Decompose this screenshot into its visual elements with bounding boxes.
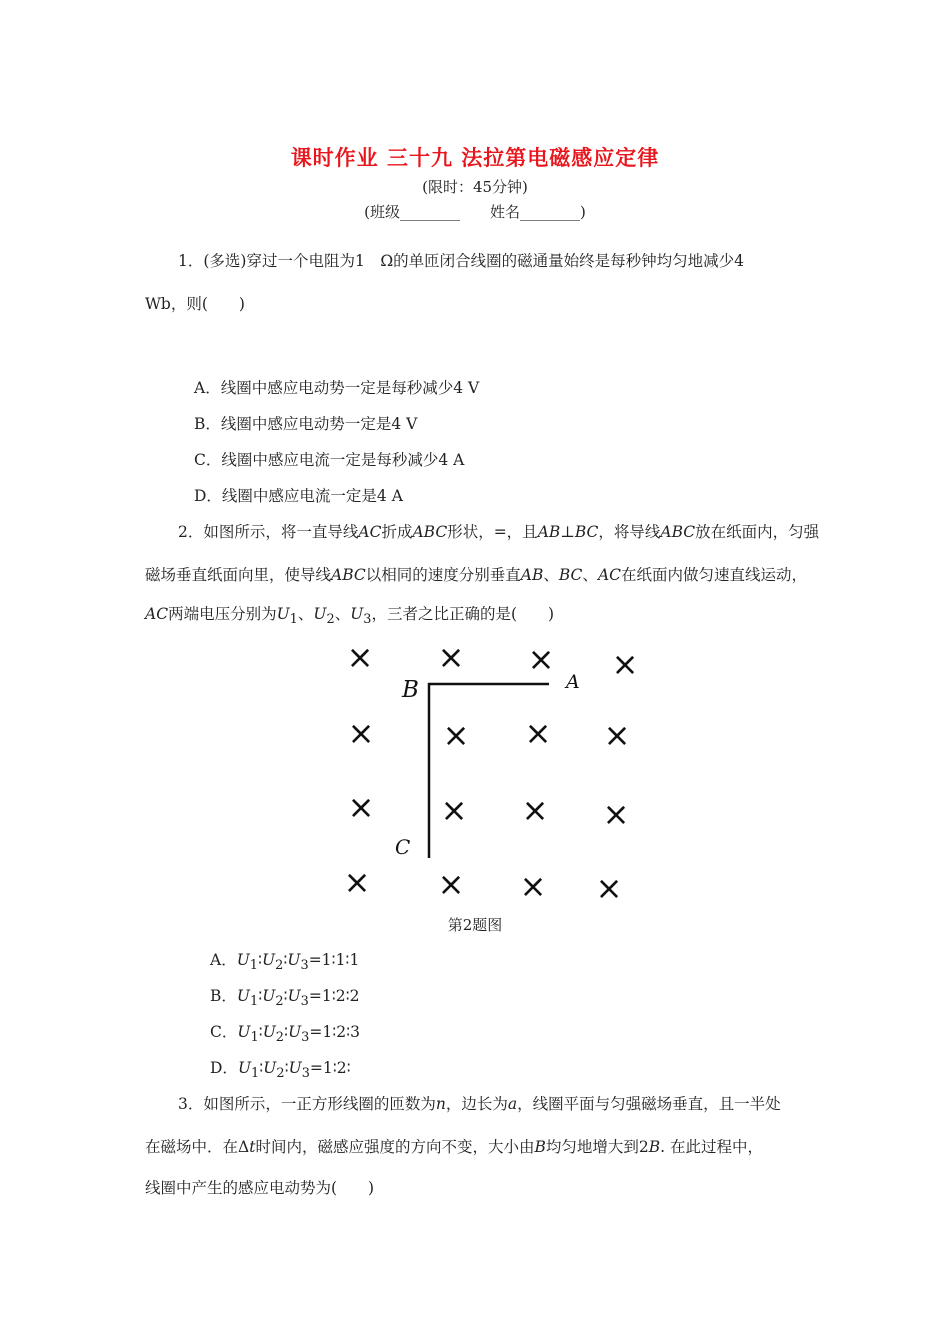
q3-text: 3．如图所示，一正方形线圈的匝数为 [178, 1095, 436, 1113]
q2-var: U [350, 605, 364, 623]
q2-line1 [178, 522, 819, 542]
q2-option-b [210, 986, 360, 1012]
q3-text: 在磁场中．在Δ [145, 1138, 250, 1156]
field-mark: × [343, 863, 371, 901]
q2-option-c [210, 1022, 360, 1048]
q2-text: 在纸面内做匀速直线运动， [621, 566, 808, 584]
q2-text: 折成 [381, 523, 413, 541]
q2-text: 两端电压分别为 [168, 605, 277, 623]
q2-line2 [145, 565, 807, 585]
option-ratio: =1∶2∶ [309, 1059, 351, 1077]
q2-var: ABC [412, 523, 448, 541]
field-mark: × [346, 638, 374, 676]
field-mark: × [524, 714, 552, 752]
option-ratio: =1∶2∶3 [309, 1023, 360, 1041]
q3-text: 均匀地增大到2 [545, 1138, 649, 1156]
q2-sub: 1 [251, 1066, 260, 1082]
figure-caption: 第2题图 [447, 916, 503, 934]
q2-text: ，将导线 [598, 523, 661, 541]
q2-sub: 1 [249, 958, 258, 974]
q2-sub: 3 [301, 1030, 310, 1046]
q2-var: AB [537, 523, 561, 541]
q1-option-b: B．线圈中感应电动势一定是4 V [194, 415, 418, 433]
field-mark: × [519, 867, 547, 905]
q2-sub: 1 [289, 612, 298, 628]
q2-sub: 2 [275, 994, 284, 1010]
q3-var: B [648, 1138, 661, 1156]
field-mark: × [437, 638, 465, 676]
q2-text: 2．如图所示，将一直导线 [178, 523, 359, 541]
q2-var: U [236, 951, 250, 969]
q3-text: ，线圈平面与匀强磁场垂直，且一半处 [517, 1095, 781, 1113]
q2-var: U [236, 987, 250, 1005]
option-ratio: =1∶1∶1 [308, 951, 360, 969]
time-limit: (限时：45分钟) [422, 178, 528, 196]
q1-option-c: C．线圈中感应电流一定是每秒减少4 A [194, 451, 465, 469]
q2-var: AB [520, 566, 544, 584]
q2-var: U [287, 987, 301, 1005]
q2-text: 以相同的速度分别垂直 [365, 566, 521, 584]
q2-var: BC [574, 523, 599, 541]
field-mark: × [437, 865, 465, 903]
q2-var: U [288, 1023, 302, 1041]
q2-var: AC [145, 605, 169, 623]
q1-option-a: A．线圈中感应电动势一定是每秒减少4 V [194, 379, 480, 397]
option-letter: D． [210, 1059, 238, 1077]
label-c: C [395, 835, 411, 859]
field-mark: × [442, 716, 470, 754]
field-mark: × [595, 869, 623, 905]
q2-text: 形状，=，且 [447, 523, 538, 541]
q3-line2 [145, 1137, 763, 1157]
q2-var: U [262, 951, 276, 969]
q2-text: ，三者之比正确的是( ) [371, 605, 555, 623]
q2-var: ABC [331, 566, 366, 584]
q2-var: U [313, 605, 327, 623]
q2-var: U [287, 951, 301, 969]
q2-var: U [262, 1023, 276, 1041]
q2-sub: 2 [326, 612, 335, 628]
q2-var: AC [358, 523, 382, 541]
q3-var: t [249, 1138, 256, 1156]
q2-sub: 2 [275, 958, 284, 974]
q3-line3: 线圈中产生的感应电动势为( ) [145, 1179, 375, 1197]
q3-text: 时间内，磁感应强度的方向不变，大小由 [255, 1138, 535, 1156]
q2-text: 、 [297, 605, 314, 623]
q2-sub: 2 [276, 1066, 285, 1082]
q3-var: B [534, 1138, 546, 1156]
q2-sub: 3 [301, 1066, 310, 1082]
q2-text: ∶ [284, 1059, 289, 1077]
q2-text: 、 [543, 566, 559, 584]
q2-var: ABC [660, 523, 696, 541]
page-title: 课时作业 三十九 法拉第电磁感应定律 [290, 146, 660, 170]
q2-text: ∶ [259, 1059, 264, 1077]
option-letter: C． [210, 1023, 238, 1041]
q2-text: ∶ [283, 951, 288, 969]
label-b: B [402, 677, 419, 703]
q2-line3 [145, 604, 554, 630]
option-letter: B． [210, 987, 237, 1005]
q2-text: ∶ [258, 987, 263, 1005]
q2-sub: 3 [363, 612, 372, 628]
q3-var: n [435, 1095, 446, 1113]
q2-option-d [210, 1058, 351, 1084]
q2-sub: 1 [250, 1030, 259, 1046]
q2-text: ∶ [283, 987, 288, 1005]
field-mark: × [521, 791, 549, 829]
q2-var: BC [558, 566, 583, 584]
option-ratio: =1∶2∶2 [308, 987, 360, 1005]
q2-var: U [237, 1023, 251, 1041]
q3-text: ，边长为 [445, 1095, 508, 1113]
q3-text: . 在此过程中， [660, 1138, 763, 1156]
magnetic-field-figure [330, 635, 650, 905]
q2-sub: 2 [275, 1030, 285, 1046]
q2-text: 、 [582, 566, 598, 584]
field-mark: × [603, 716, 631, 754]
q2-sub: 3 [300, 994, 309, 1010]
label-a: A [566, 671, 580, 693]
class-name-line: (班级________ 姓名________) [364, 203, 586, 221]
q2-text: 磁场垂直纸面向里，使导线 [145, 566, 332, 584]
q2-text: ∶ [258, 1023, 263, 1041]
q2-sub: 3 [300, 958, 309, 974]
q1-option-d: D．线圈中感应电流一定是4 A [194, 487, 403, 505]
field-mark: × [527, 640, 555, 678]
q2-var: U [288, 1059, 302, 1077]
field-mark: × [602, 795, 630, 833]
q2-var: U [262, 987, 276, 1005]
q2-sub: 1 [249, 994, 259, 1010]
q3-var: a [507, 1095, 518, 1113]
q2-option-a [210, 950, 359, 976]
field-mark: × [347, 714, 375, 752]
q1-line1: 1．(多选)穿过一个电阻为1 Ω的单匝闭合线圈的磁通量始终是每秒钟均匀地减少4 [178, 252, 745, 270]
q2-text: 、 [334, 605, 351, 623]
q2-var: U [237, 1059, 252, 1077]
field-mark: × [347, 788, 375, 826]
field-mark: × [611, 645, 639, 683]
q2-var: U [276, 605, 290, 623]
q2-text: ∶ [258, 951, 263, 969]
field-mark: × [440, 791, 468, 829]
q2-text: ⊥ [560, 523, 575, 541]
q1-line2: Wb，则( ) [145, 295, 245, 313]
q3-line1 [178, 1094, 781, 1114]
q2-text: 放在纸面内，匀强 [695, 523, 820, 541]
q2-text: ∶ [284, 1023, 289, 1041]
option-letter: A． [210, 951, 237, 969]
q2-var: AC [597, 566, 621, 584]
q2-var: U [263, 1059, 277, 1077]
